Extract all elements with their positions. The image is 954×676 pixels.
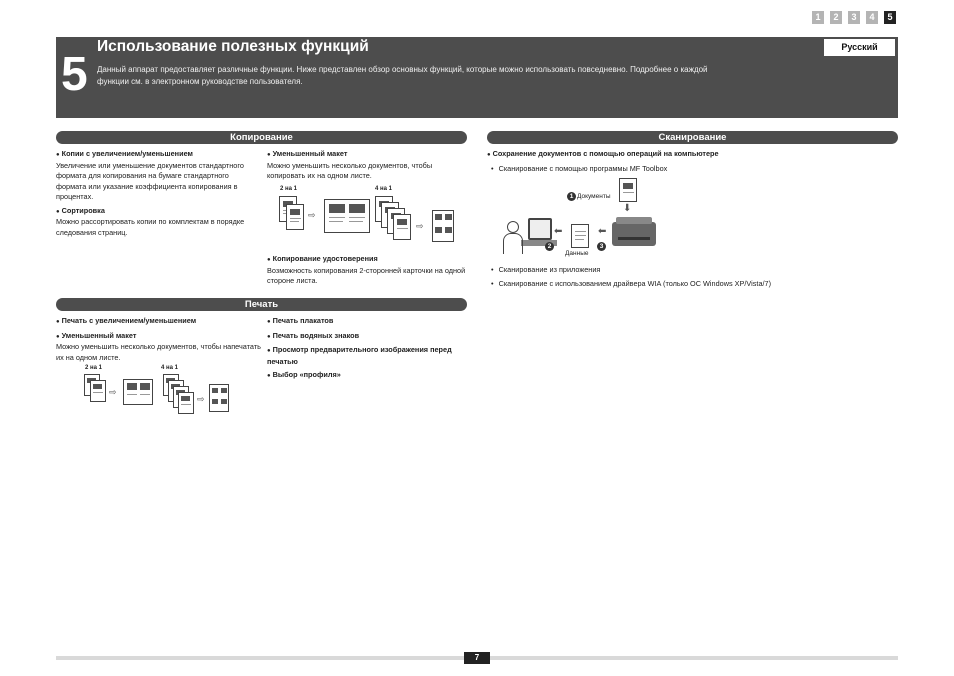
combined-sheet-icon <box>123 379 153 405</box>
document-icon <box>393 214 411 240</box>
copy-zoom-text: Увеличение или уменьшение документов стандартного формата для копирования на бумаге стандартного формата или указание коэффициента копирования в процентах. <box>56 160 244 201</box>
printer-icon <box>612 222 656 246</box>
copy-sort-text: Можно рассортировать копии по комплектам в порядке следования страниц. <box>56 217 245 237</box>
print-watermark-item: ● Печать водяных знаков <box>267 331 472 343</box>
document-icon <box>571 224 589 248</box>
arrow-left-icon: ⬅ <box>598 226 607 237</box>
scan-top-list <box>487 149 898 174</box>
user-icon <box>507 221 519 233</box>
copy-reduce-text: Можно уменьшить несколько документов, чтобы копировать их на одном листе. <box>267 160 433 180</box>
copy-id-heading: ● Копирование удостоверения <box>267 254 467 266</box>
combined-sheet-icon <box>209 384 229 412</box>
page-number: 7 <box>464 652 490 664</box>
print-zoom-heading: ● Печать с увеличением/уменьшением <box>56 316 261 328</box>
arrow-down-icon: ⬇ <box>623 203 632 214</box>
copy-section-header: Копирование <box>56 131 467 144</box>
document-icon <box>286 204 304 230</box>
arrow-right-icon: ⇨ <box>109 387 117 397</box>
arrow-right-icon: ⇨ <box>308 210 316 220</box>
chapter-tab-3[interactable]: 3 <box>848 11 860 24</box>
copy-zoom-heading: ● Копии с увеличением/уменьшением <box>56 149 261 161</box>
chapter-tab-4[interactable]: 4 <box>866 11 878 24</box>
copy-reduce-heading: ● Уменьшенный макет <box>267 149 467 161</box>
copy-sort-heading: ● Сортировка <box>56 206 261 218</box>
document-icon <box>178 392 194 414</box>
print-label-2in1: 2 на 1 <box>85 365 102 371</box>
print-section-header: Печать <box>56 298 467 311</box>
document-icon <box>619 178 637 202</box>
user-body-icon <box>503 233 523 254</box>
chapter-banner <box>56 37 898 118</box>
print-reduce-text: Можно уменьшить несколько документов, чтобы напечатать их на одном листе. <box>56 342 261 362</box>
print-poster-item: ● Печать плакатов <box>267 316 472 328</box>
scan-bottom-list <box>487 265 898 289</box>
chapter-tabs <box>812 11 896 24</box>
scan-item-application: • Сканирование из приложения <box>491 265 898 276</box>
language-badge: Русский <box>824 39 895 56</box>
arrow-right-icon: ⇨ <box>416 221 424 231</box>
scan-label-data: Данные <box>565 250 589 257</box>
arrow-right-icon: ⇨ <box>197 394 205 404</box>
step-2-marker: 2 <box>545 242 554 251</box>
page-title: Использование полезных функций <box>97 38 369 55</box>
print-right-column <box>267 316 472 382</box>
chapter-tab-2[interactable]: 2 <box>830 11 842 24</box>
page-description: Данный аппарат предоставляет различные функции. Ниже представлен обзор основных функций, которые можно использовать повседневно. Подробнее о каждой функции см. в электронном руководстве пользователя. <box>97 65 708 86</box>
print-left-column <box>56 316 261 363</box>
scan-save-heading: ● Сохранение документов с помощью операций на компьютере <box>487 149 898 161</box>
computer-monitor-icon <box>528 218 552 240</box>
copy-left-column <box>56 149 261 238</box>
scan-section-header: Сканирование <box>487 131 898 144</box>
copy-label-4in1: 4 на 1 <box>375 186 392 192</box>
print-reduce-heading: ● Уменьшенный макет <box>56 331 261 343</box>
combined-sheet-icon <box>324 199 370 233</box>
document-icon <box>90 380 106 402</box>
combined-sheet-icon <box>432 210 454 242</box>
scan-item-wia: • Сканирование с использованием драйвера WIA (только ОС Windows XP/Vista/7) <box>491 279 898 290</box>
chapter-tab-5[interactable]: 5 <box>884 11 896 24</box>
copy-id-text: Возможность копирования 2-сторонней карточки на одной стороне листа. <box>267 265 466 285</box>
arrow-left-icon: ⬅ <box>554 226 563 237</box>
chapter-tab-1[interactable]: 1 <box>812 11 824 24</box>
step-3-marker: 3 <box>597 242 606 251</box>
step-1-marker: 1 <box>567 192 576 201</box>
scan-item-toolbox: • Сканирование с помощью программы MF Toolbox <box>491 164 898 175</box>
chapter-number: 5 <box>61 48 88 101</box>
copy-right-column <box>267 149 467 182</box>
scan-label-documents: Документы <box>577 193 611 200</box>
copy-label-2in1: 2 на 1 <box>280 186 297 192</box>
copy-id-block <box>267 254 467 287</box>
print-preview-item: ● Просмотр предварительного изображения перед печатью <box>267 345 472 367</box>
print-label-4in1: 4 на 1 <box>161 365 178 371</box>
print-profile-item: ● Выбор «профиля» <box>267 370 472 382</box>
